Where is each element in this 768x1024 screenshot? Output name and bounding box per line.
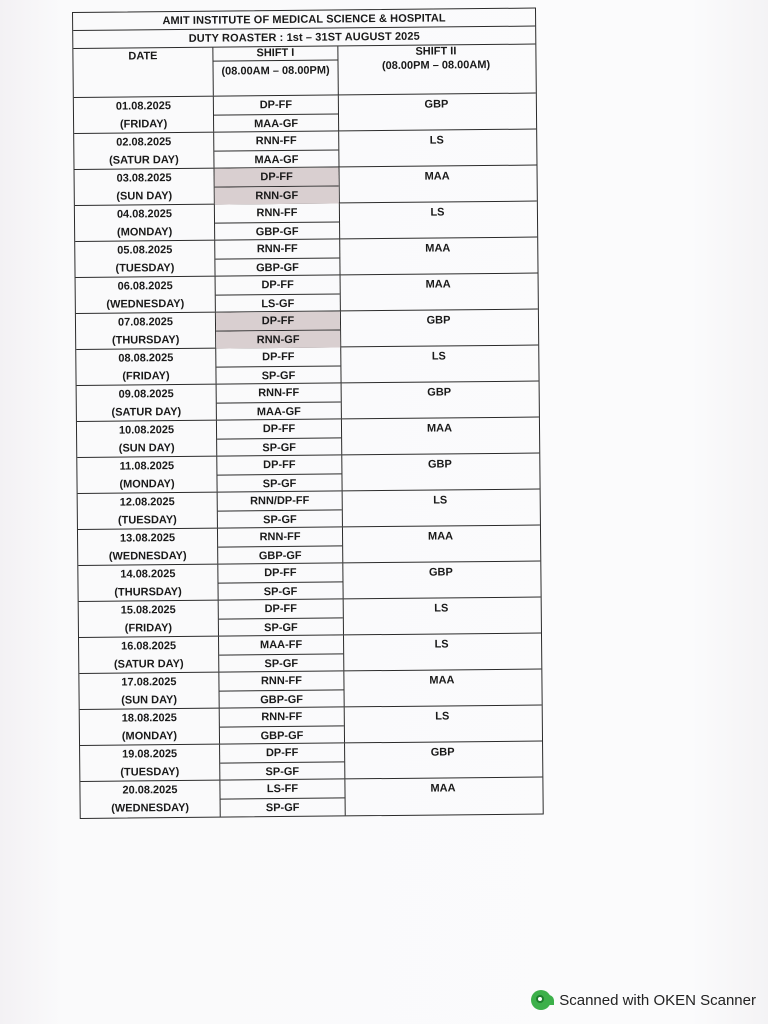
shift1-cell: [219, 635, 344, 671]
scanner-text: Scanned with OKEN Scanner: [559, 991, 756, 1009]
shift1-gf-assignment: MAA-GF: [254, 153, 299, 166]
shift2-assignment: LS: [434, 602, 449, 615]
shift1-gf-assignment: LS-GF: [261, 297, 295, 310]
date-value: 04.08.2025: [116, 208, 173, 221]
date-value: 03.08.2025: [116, 172, 172, 185]
date-cell: [77, 385, 217, 421]
shift1-ff-assignment: DP-FF: [218, 563, 342, 583]
shift1-ff-assignment: LS-FF: [220, 779, 344, 799]
shift1-cell: [216, 311, 341, 347]
shift1-gf-assignment: SP-GF: [263, 513, 297, 526]
oken-scanner-logo-icon: [531, 990, 551, 1010]
date-value: 17.08.2025: [121, 676, 177, 689]
shift1-time: (08.00AM – 08.00PM): [221, 64, 330, 78]
shift2-time: (08.00PM – 08.00AM): [381, 58, 491, 73]
date-value: 05.08.2025: [117, 244, 173, 257]
shift1-ff-assignment: DP-FF: [215, 167, 339, 187]
shift2-assignment: MAA: [424, 170, 450, 183]
shift2-assignment: LS: [435, 710, 450, 723]
duty-roster-table: [72, 8, 544, 819]
shift2-assignment: GBP: [430, 746, 455, 759]
shift2-assignment: GBP: [427, 386, 452, 399]
day-value: (WEDNESDAY): [108, 549, 187, 563]
shift1-gf-assignment: GBP-GF: [260, 693, 304, 706]
date-cell: [78, 565, 218, 601]
date-value: 15.08.2025: [120, 604, 176, 617]
table-row: [77, 418, 539, 458]
shift2-assignment: GBP: [424, 98, 449, 111]
date-cell: [74, 97, 214, 133]
shift1-ff-assignment: DP-FF: [217, 455, 341, 475]
table-row: [79, 634, 541, 674]
shift1-ff-assignment: DP-FF: [216, 347, 340, 367]
shift1-ff-assignment: RNN-FF: [218, 527, 342, 547]
date-value: 02.08.2025: [116, 136, 172, 149]
shift1-ff-assignment: DP-FF: [220, 743, 344, 763]
shift1-ff-assignment: RNN-FF: [219, 671, 343, 691]
day-value: (TUESDAY): [120, 765, 180, 779]
shift1-cell: [220, 779, 345, 816]
table-row: [74, 94, 536, 134]
shift2-assignment: LS: [434, 638, 449, 651]
shift2-assignment: MAA: [426, 422, 453, 435]
table-row: [76, 310, 538, 350]
shift1-gf-assignment: SP-GF: [265, 801, 300, 814]
shift1-cell: [215, 203, 340, 239]
day-value: (FRIDAY): [122, 369, 170, 383]
shift1-cell: [220, 707, 345, 743]
shift2-assignment: GBP: [426, 314, 451, 327]
shift1-gf-assignment: GBP-GF: [255, 225, 299, 238]
shift1-cell: [216, 347, 341, 383]
date-value: 18.08.2025: [121, 712, 177, 725]
shift1-gf-assignment: SP-GF: [265, 765, 300, 778]
shift1-gf-assignment: SP-GF: [262, 441, 297, 454]
shift1-gf-assignment: MAA-GF: [256, 405, 301, 418]
day-value: (MONDAY): [121, 729, 178, 743]
shift2-assignment: LS: [433, 494, 448, 507]
shift1-cell: [220, 743, 345, 779]
shift1-cell: [215, 167, 340, 203]
date-cell: [75, 241, 215, 277]
shift1-ff-assignment: DP-FF: [214, 95, 338, 115]
day-value: (TUESDAY): [115, 261, 175, 275]
shift2-assignment: MAA: [425, 242, 451, 255]
shift1-cell: [216, 275, 341, 311]
shift1-gf-assignment: MAA-GF: [254, 117, 299, 130]
shift2-assignment: MAA: [427, 530, 454, 543]
date-value: 16.08.2025: [121, 640, 177, 653]
table-row: [75, 238, 537, 278]
date-cell: [74, 133, 214, 169]
shift1-cell: [217, 419, 342, 455]
day-value: (SATUR DAY): [113, 657, 184, 671]
date-cell: [77, 421, 217, 457]
shift1-cell: [215, 239, 340, 275]
day-value: (SUN DAY): [121, 693, 178, 707]
table-row: [76, 346, 538, 386]
shift1-cell: [217, 455, 342, 491]
shift2-assignment: MAA: [429, 674, 455, 687]
date-cell: [75, 205, 215, 241]
date-value: 07.08.2025: [117, 316, 174, 329]
date-value: 09.08.2025: [118, 388, 174, 401]
date-cell: [79, 601, 219, 637]
shift2-assignment: LS: [431, 350, 446, 363]
table-row: [80, 742, 542, 782]
shift2-assignment: LS: [430, 206, 445, 219]
date-cell: [80, 709, 220, 745]
shift1-ff-assignment: MAA-FF: [219, 635, 343, 655]
shift1-column-header: [213, 46, 338, 95]
shift1-gf-assignment: GBP-GF: [258, 549, 302, 562]
table-row: [77, 382, 539, 422]
table-row: [80, 778, 542, 818]
date-value: 10.08.2025: [118, 424, 175, 437]
date-cell: [80, 781, 220, 818]
shift1-gf-assignment: RNN-GF: [215, 186, 339, 205]
shift1-gf-assignment: RNN-GF: [216, 330, 340, 349]
table-row: [77, 454, 539, 494]
shift1-cell: [214, 131, 339, 167]
shift1-ff-assignment: RNN/DP-FF: [218, 491, 342, 511]
date-cell: [79, 637, 219, 673]
shift1-label: SHIFT I: [213, 46, 337, 61]
day-value: (THURSDAY): [111, 333, 180, 347]
day-value: (FRIDAY): [119, 117, 168, 131]
table-row: [76, 274, 538, 314]
date-column-header: DATE: [73, 48, 213, 97]
day-value: (TUESDAY): [117, 513, 177, 527]
shift1-gf-assignment: GBP-GF: [260, 729, 304, 742]
shift1-cell: [218, 491, 343, 527]
day-value: (SATUR DAY): [111, 405, 182, 419]
day-value: (MONDAY): [119, 477, 175, 491]
date-cell: [76, 277, 216, 313]
roster-title: DUTY ROASTER : 1st – 31ST AUGUST 2025: [73, 27, 535, 49]
day-value: (FRIDAY): [124, 621, 173, 635]
shift1-cell: [214, 95, 339, 131]
day-value: (SATUR DAY): [109, 153, 179, 167]
table-row: [74, 130, 536, 170]
table-row: [78, 526, 540, 566]
date-cell: [80, 745, 220, 781]
shift2-label: SHIFT II: [415, 45, 457, 58]
shift2-assignment: MAA: [430, 782, 456, 795]
table-row: [75, 202, 537, 242]
table-row: [78, 490, 540, 530]
shift1-ff-assignment: DP-FF: [216, 275, 340, 295]
shift1-cell: [219, 599, 344, 635]
shift2-assignment: LS: [429, 134, 444, 147]
date-value: 12.08.2025: [119, 496, 175, 509]
shift1-cell: [217, 383, 342, 419]
shift1-ff-assignment: RNN-FF: [214, 131, 338, 151]
roster-rows: [74, 94, 543, 818]
date-cell: [79, 673, 219, 709]
day-value: (MONDAY): [116, 225, 173, 239]
shift1-cell: [219, 671, 344, 707]
date-cell: [75, 169, 215, 205]
shift1-ff-assignment: DP-FF: [216, 311, 340, 331]
shift1-gf-assignment: SP-GF: [264, 621, 298, 634]
day-value: (WEDNESDAY): [111, 801, 190, 815]
table-row: [80, 706, 542, 746]
shift1-gf-assignment: GBP-GF: [256, 261, 299, 274]
date-value: 14.08.2025: [120, 568, 176, 581]
shift1-cell: [218, 563, 343, 599]
date-value: 11.08.2025: [119, 460, 175, 473]
table-row: [78, 562, 540, 602]
date-value: 20.08.2025: [122, 784, 178, 797]
date-cell: [76, 313, 216, 349]
column-headers: [73, 45, 535, 98]
shift1-ff-assignment: DP-FF: [219, 599, 343, 619]
date-cell: [76, 349, 216, 385]
date-cell: [77, 457, 217, 493]
date-value: 06.08.2025: [117, 280, 173, 293]
shift1-cell: [218, 527, 343, 563]
shift1-ff-assignment: DP-FF: [217, 419, 341, 439]
shift1-gf-assignment: SP-GF: [263, 585, 298, 598]
day-value: (THURSDAY): [114, 585, 182, 599]
shift1-gf-assignment: SP-GF: [262, 477, 297, 490]
shift1-ff-assignment: RNN-FF: [215, 239, 339, 259]
shift1-ff-assignment: RNN-FF: [217, 383, 341, 403]
date-cell: [78, 529, 218, 565]
date-value: 08.08.2025: [118, 352, 174, 365]
date-value: 01.08.2025: [115, 100, 171, 113]
date-value: 13.08.2025: [119, 532, 176, 545]
shift1-gf-assignment: SP-GF: [261, 369, 296, 382]
scanner-watermark: [531, 990, 756, 1010]
shift2-assignment: MAA: [425, 278, 451, 291]
shift2-column-header: [338, 45, 533, 95]
shift2-assignment: GBP: [428, 566, 453, 579]
day-value: (SUN DAY): [118, 441, 175, 455]
shift1-gf-assignment: SP-GF: [264, 657, 299, 670]
date-cell: [78, 493, 218, 529]
table-row: [79, 598, 541, 638]
shift2-assignment: GBP: [427, 458, 452, 471]
table-row: [79, 670, 541, 710]
day-value: (SUN DAY): [116, 189, 173, 203]
date-value: 19.08.2025: [122, 748, 178, 761]
shift1-ff-assignment: RNN-FF: [215, 203, 339, 223]
table-row: [75, 166, 537, 206]
day-value: (WEDNESDAY): [106, 297, 185, 311]
shift1-ff-assignment: RNN-FF: [220, 707, 344, 727]
institute-title: AMIT INSTITUTE OF MEDICAL SCIENCE & HOSPITAL: [73, 9, 535, 31]
